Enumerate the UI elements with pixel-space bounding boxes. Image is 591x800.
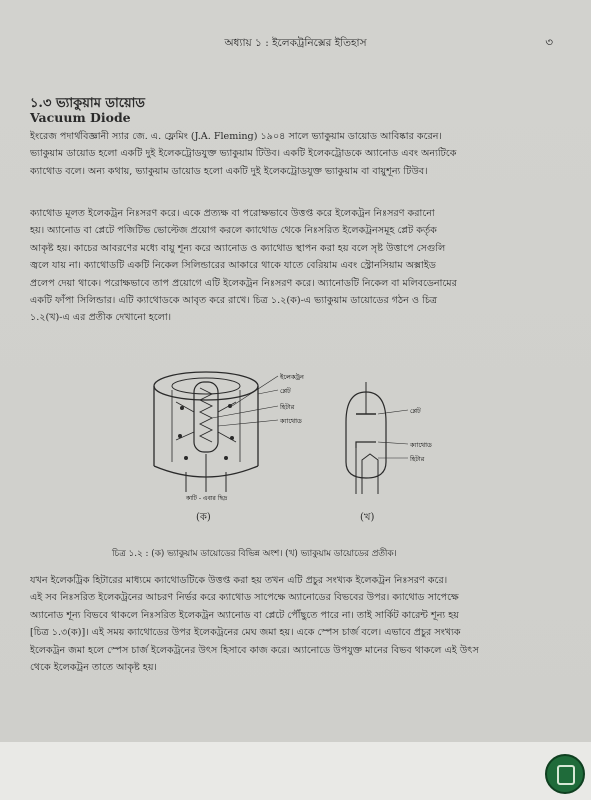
- text-line: [চিত্র ১.৩(ক)]। এই সময় ক্যাথোডের উপর ইলেকট্রনের মেঘ জমা হয়। একে স্পেস চার্জ বলে। এভাবে প্রচুর সংখ্যক: [30, 627, 461, 639]
- bottom-note: কাটি - এবার ছিদ্র: [186, 495, 228, 502]
- text-line: জ্বলে যায় না। ক্যাথোডটি একটি নিকেল সিলিন্ডারের আকারে থাকে যাতে বেরিয়াম এবং স্ট্রোনসিয়াম অক্সাইড: [30, 260, 436, 272]
- page-number: ৩: [545, 35, 553, 49]
- electron-path: [218, 402, 236, 412]
- callout-line: [378, 410, 408, 414]
- vacuum-diode-construction-figure: [146, 362, 316, 502]
- cathode-cylinder: [194, 382, 218, 452]
- text-line: ভ্যাকুয়াম ডায়োড হলো একটি দুই ইলেকট্রোডযুক্ত ভ্যাকুয়াম টিউব। একটি ইলেকট্রোডকে অ্যানোড এবং অন্যটিকে: [30, 148, 457, 160]
- electron-dot: [224, 456, 228, 460]
- text-line: যখন ইলেকট্রিক হিটারের মাধ্যমে ক্যাথোডটিকে উত্তপ্ত করা হয় তখন এটি প্রচুর সংখ্যক ইলেকট্রন নিঃসরণ করে।: [30, 575, 448, 586]
- callout-heater: হিটার: [410, 455, 425, 463]
- paragraph-intro: [30, 128, 562, 180]
- callout-cathode: ক্যাথোড: [410, 441, 432, 449]
- electron-dot: [180, 406, 184, 410]
- text-line: অ্যানোড শূন্য বিভবে থাকলে নিঃসরিত ইলেকট্রন অ্যানোড বা প্লেটে পৌঁছুতে পারে না। তাই সার্কিট কারেন্ট শূন্য হয়: [30, 609, 459, 621]
- plate-top-ellipse: [154, 372, 258, 400]
- callout-line: [212, 406, 278, 418]
- text-line: থেকে ইলেকট্রন তাতে আকৃষ্ট হয়।: [30, 662, 157, 674]
- paragraph-cathode: [30, 205, 562, 327]
- text-line: ১.২(খ)-এ এর প্রতীক দেখানো হলো।: [30, 312, 172, 324]
- figure-b-label: (খ): [360, 512, 375, 523]
- section-title: ১.৩ ভ্যাকুয়াম ডায়োড: [30, 96, 145, 111]
- text-line: ইলেকট্রন জমা হলে স্পেস চার্জ ইলেকট্রনের উৎস হিসাবে কাজ করে। অ্যানোডে উপযুক্ত মানের বিভব থাকলে এই উৎস: [30, 644, 479, 656]
- electron-path: [176, 402, 194, 412]
- callout-cathode: ক্যাথোড: [280, 417, 302, 425]
- text-line: এই সব নিঃসরিত ইলেকট্রনের আচরণ নির্ভর করে ক্যাথোড সাপেক্ষে অ্যানোডের বিভবের উপর। ক্যাথোড সাপেক্ষে: [30, 592, 459, 604]
- text-line: একটি ফাঁপা সিলিন্ডার। এটি ক্যাথোডকে আবৃত করে রাখে। চিত্র ১.২(ক)-এ ভ্যাকুয়াম ডায়োডের গঠন ও চিত্র: [30, 295, 438, 307]
- callout-plate: প্লেট: [280, 387, 291, 395]
- text-line: আকৃষ্ট হয়। কাচের আবরণের মধ্যে বায়ু শূন্য করে অ্যানোড ও ক্যাথোড স্থাপন করা হয় বলে সৃষ্ট উত্তাপে সেগুলি: [30, 242, 446, 254]
- callout-heater: হিটার: [280, 403, 295, 411]
- app-logo-icon[interactable]: [545, 754, 585, 794]
- figure-caption: চিত্র ১.২ : (ক) ভ্যাকুয়াম ডায়োডের বিভিন্ন অংশ। (খ) ভ্যাকুয়াম ডায়োডের প্রতীক।: [112, 549, 397, 559]
- text-line: ক্যাথোড বলে। অন্য কথায়, ভ্যাকুয়াম ডায়োড হলো একটি দুই ইলেকট্রোডযুক্ত ভ্যাকুয়াম বা বায়ুশূন্য টিউব।: [30, 165, 428, 177]
- callout-plate: প্লেট: [410, 407, 421, 415]
- section-subtitle: Vacuum Diode: [30, 110, 131, 125]
- plate-inner-ellipse: [172, 378, 240, 394]
- callout-line: [218, 420, 278, 426]
- heater-filament: [362, 454, 378, 494]
- cathode-electrode: [356, 442, 376, 448]
- callout-line: [378, 442, 408, 444]
- callout-line: [258, 390, 278, 394]
- text-line: ক্যাথোড মূলত ইলেকট্রন নিঃসরণ করে। একে প্রত্যক্ষ বা পরোক্ষভাবে উত্তপ্ত করে ইলেকট্রন নিঃসরণ করানো: [30, 208, 435, 219]
- figure-a-label: (ক): [196, 512, 211, 523]
- electron-dot: [184, 456, 188, 460]
- text-line: ইংরেজ পদার্থবিজ্ঞানী স্যার জে. এ. ফ্লেমিং (J.A. Fleming) ১৯০৪ সালে ভ্যাকুয়াম ডায়োড আবিষ্কার করেন।: [30, 131, 442, 142]
- callout-electron: ইলেকট্রন: [280, 373, 304, 381]
- text-line: প্রলেপ দেয়া থাকে। পরোক্ষভাবে তাপ প্রয়োগে এটি ইলেকট্রন নিঃসরণ করে। অ্যানোডটি নিকেল বা মলিবডেনামের: [30, 277, 457, 289]
- heater-coil: [200, 388, 212, 442]
- paragraph-space-charge: [30, 572, 562, 676]
- text-line: হয়। অ্যানোড বা প্লেটে পজিটিভ ভোল্টেজ প্রয়োগ করলে ক্যাথোড থেকে নিঃসরিত ইলেকট্রনসমূহ প্লেট কর্তৃক: [30, 225, 437, 237]
- vacuum-diode-symbol-figure: [328, 382, 438, 494]
- running-head: অধ্যায় ১ : ইলেকট্রনিক্সের ইতিহাস: [224, 37, 367, 49]
